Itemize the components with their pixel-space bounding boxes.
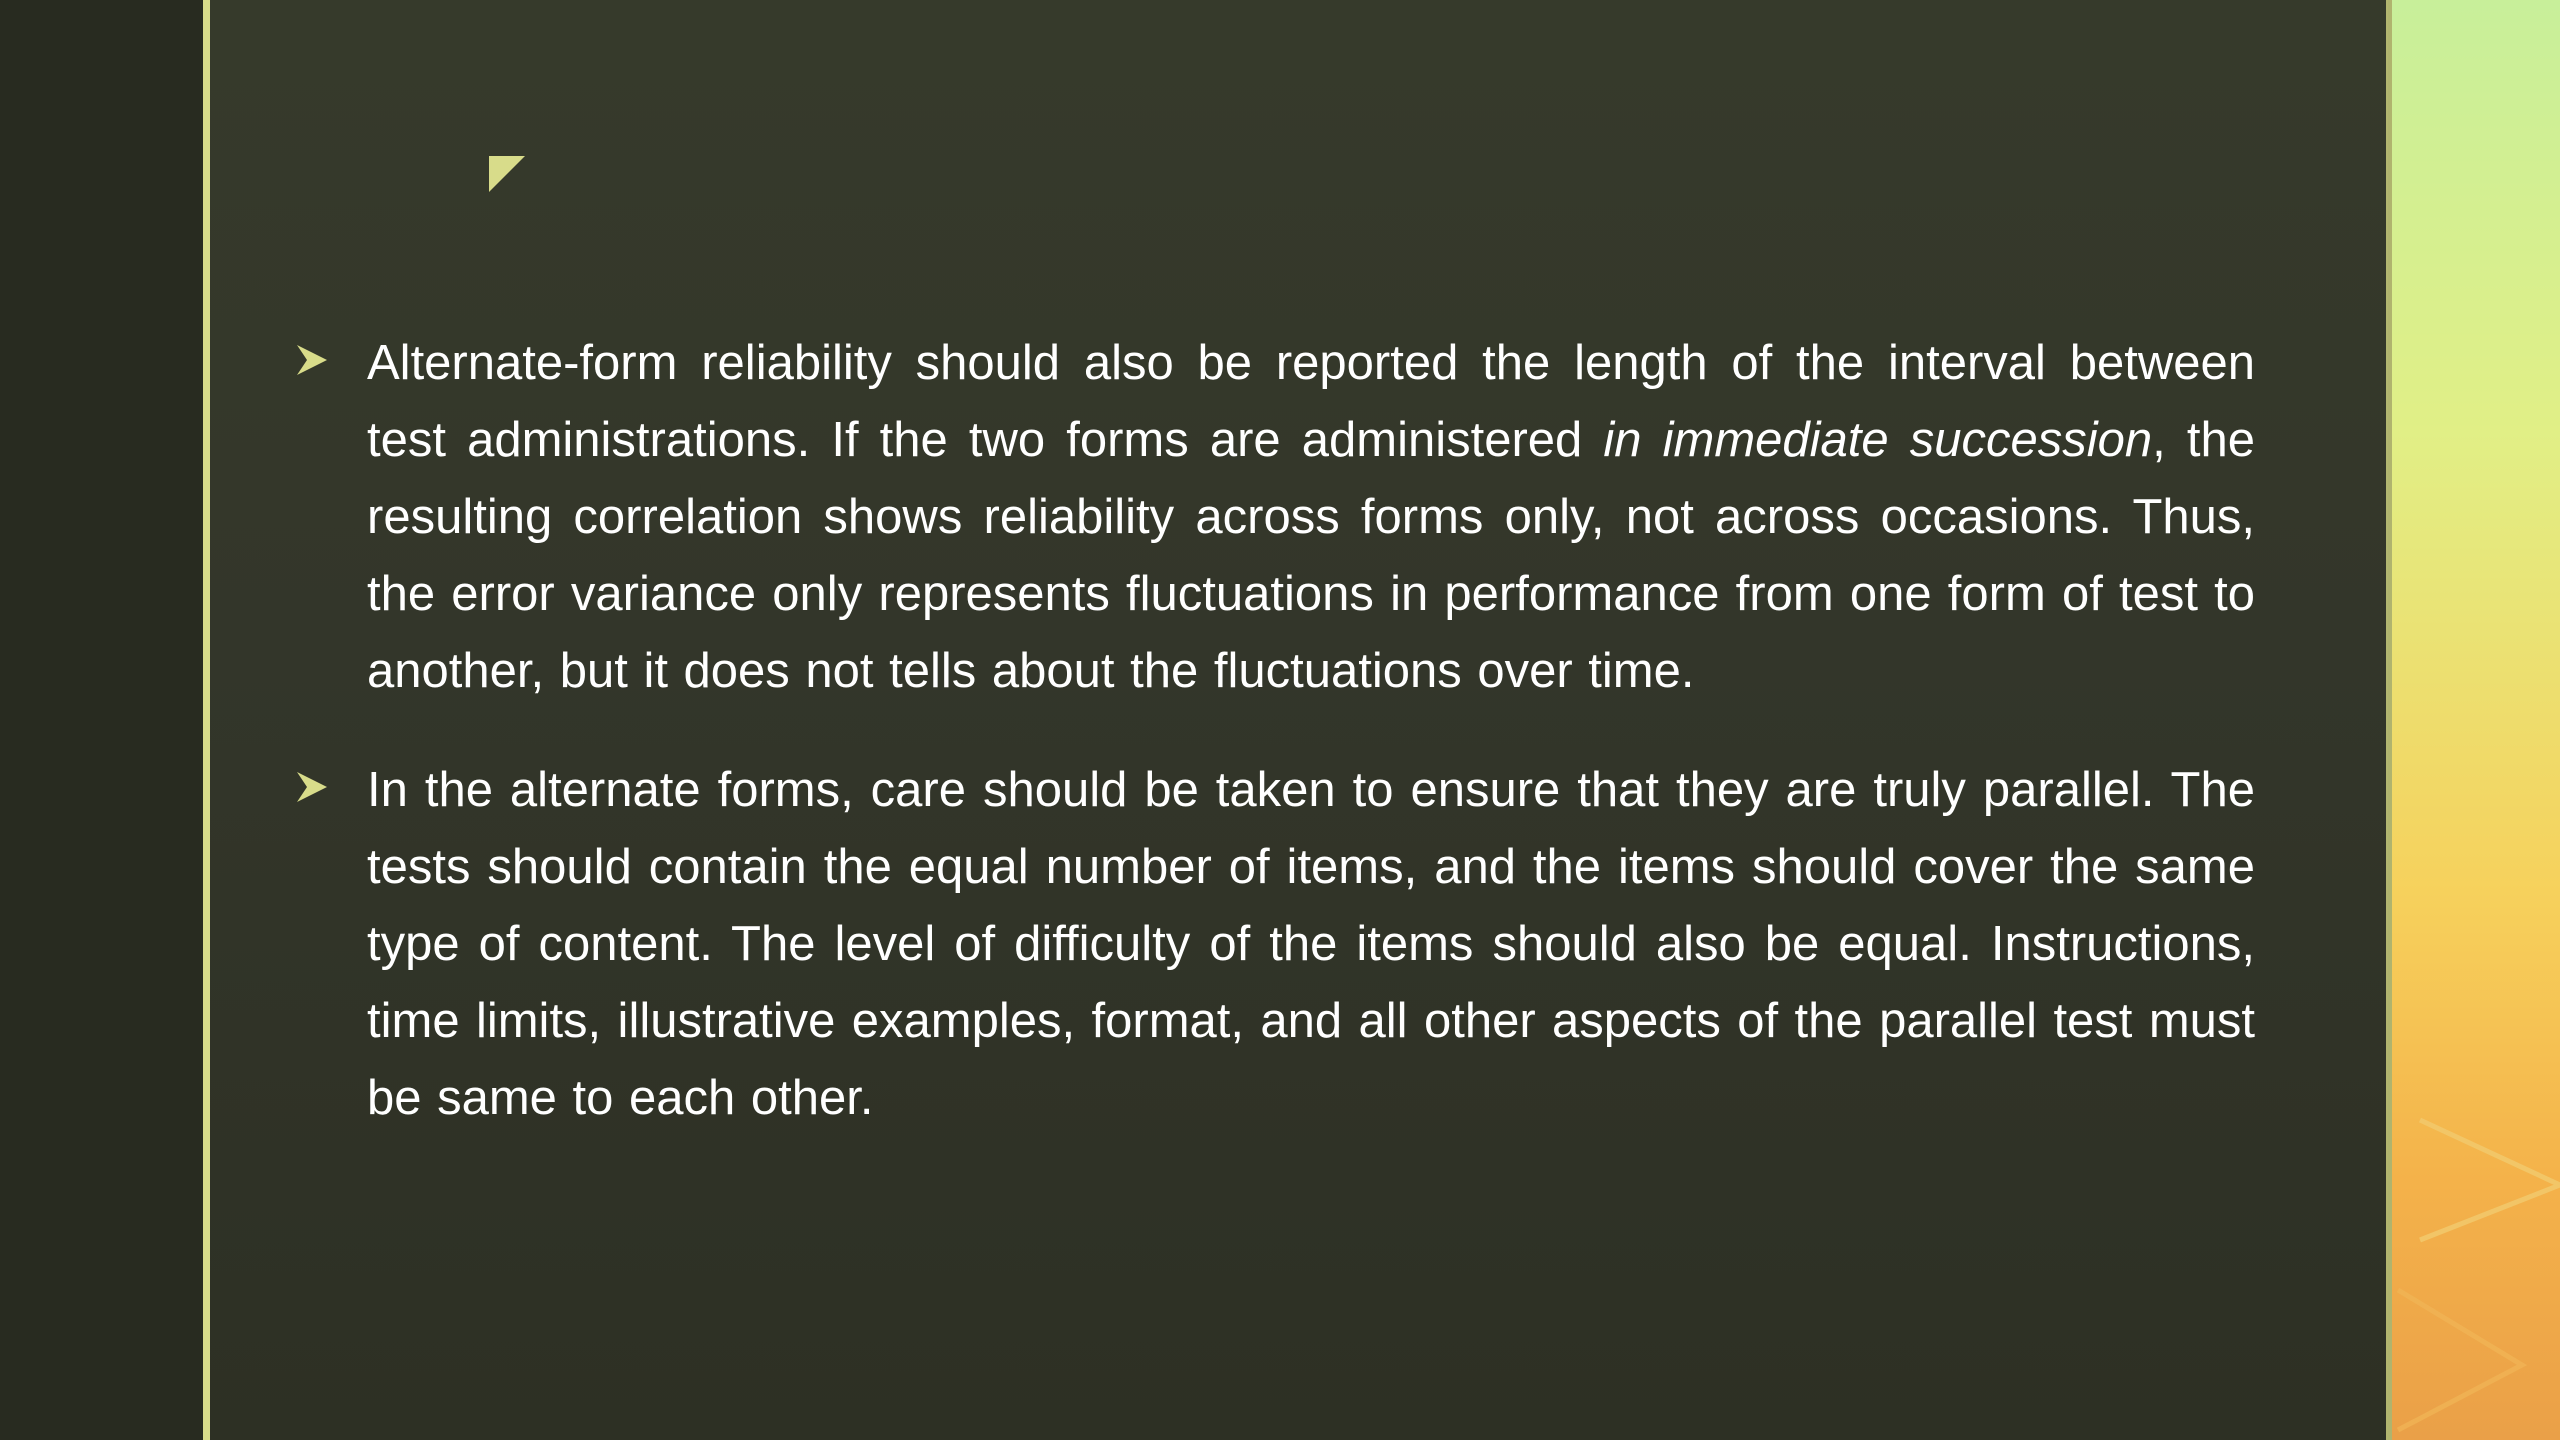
bullet-text (367, 325, 2255, 710)
bullet-list (295, 325, 2255, 1179)
bullet-text-plain-continued: , the resulting correlation shows reliability across forms only, not across occasions. Thus, the error variance only represents fluctuations in performance from one form of test to another, but it does not tells about the fluctuations over time. (367, 413, 2255, 698)
bullet-text-plain: Alternate-form reliability should also be reported the length of the interval between test administrations. If the two forms are administered (367, 336, 2255, 467)
arrowhead-bullet-icon (295, 343, 329, 377)
left-accent-rule (203, 0, 210, 1440)
triangle-corner-icon (489, 156, 525, 192)
left-band (0, 0, 204, 1440)
chevron-outline-decoration (2392, 1090, 2560, 1440)
bullet-text-emphasis: in immediate succession (1603, 413, 2153, 467)
bullet-item (295, 752, 2255, 1137)
bullet-item (295, 325, 2255, 710)
bullet-text (367, 752, 2255, 1137)
bullet-text-plain: In the alternate forms, care should be taken to ensure that they are truly parallel. The tests should contain the equal number of items, and the items should cover the same type of content. The level of difficulty of the items should also be equal. Instructions, time limits, illustrative examples, format, and all other aspects of the parallel test must be same to each other. (367, 763, 2255, 1125)
arrowhead-bullet-icon (295, 770, 329, 804)
